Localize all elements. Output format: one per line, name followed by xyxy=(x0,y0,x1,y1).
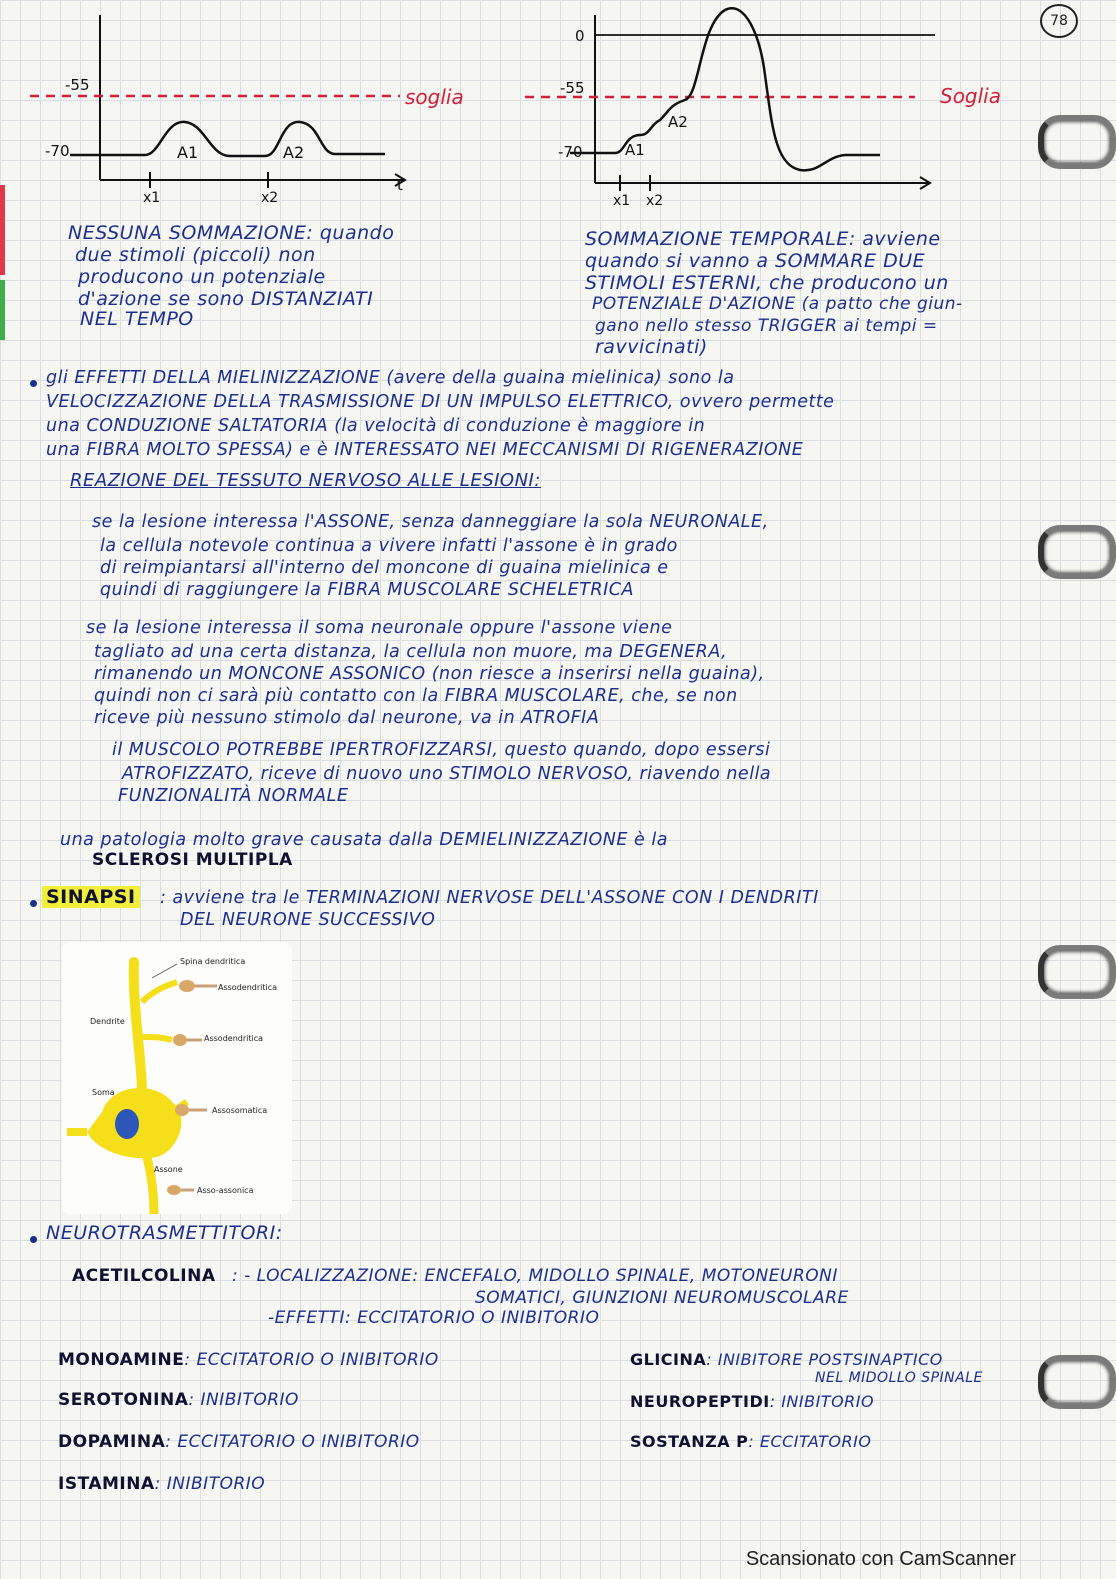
y-label-70: -70 xyxy=(45,142,70,160)
item-effect: : ECCITATORIO xyxy=(748,1432,872,1451)
list-item xyxy=(58,1390,299,1410)
item-name: SOSTANZA P xyxy=(630,1432,749,1451)
graph-no-summation xyxy=(25,10,495,210)
text-line: una CONDUZIONE SALTATORIA (la velocità di conduzione è maggiore in xyxy=(46,416,706,436)
margin-tab-red xyxy=(0,185,5,275)
binder-ring xyxy=(1038,525,1116,579)
bullet xyxy=(30,1236,37,1243)
threshold-label: Soglia xyxy=(940,84,1001,108)
y-label-70: -70 xyxy=(558,143,583,161)
item-effect: : INIBITORIO xyxy=(769,1392,875,1411)
x-label-t: t xyxy=(397,176,403,194)
list-item xyxy=(630,1350,943,1369)
bullet xyxy=(30,900,37,907)
x-label-x2: x2 xyxy=(261,190,279,206)
text-line: : - LOCALIZZAZIONE: ENCEFALO, MIDOLLO SPINALE, MOTONEURONI xyxy=(232,1266,838,1286)
margin-tab-green xyxy=(0,280,5,340)
text-line: tagliato ad una certa distanza, la cellula non muore, ma DEGENERA, xyxy=(94,642,728,662)
scanner-footer: Scansionato con CamScanner xyxy=(745,1548,1016,1570)
y-label-0: 0 xyxy=(575,27,585,45)
peak-a2: A2 xyxy=(668,113,688,131)
x-label-x1: x1 xyxy=(613,193,631,209)
text-line: rimanendo un MONCONE ASSONICO (non riesce a inserirsi nella guaina), xyxy=(94,664,765,684)
y-label-55: -55 xyxy=(560,79,585,97)
peak-a1: A1 xyxy=(177,143,199,162)
label-assodendritica-2: Assodendritica xyxy=(204,1034,264,1043)
threshold-label: soglia xyxy=(405,85,464,109)
text-line: quindi di raggiungere la FIBRA MUSCOLARE SCHELETRICA xyxy=(100,580,634,600)
text-line: FUNZIONALITÀ NORMALE xyxy=(118,786,349,806)
acetilcolina-name: ACETILCOLINA xyxy=(72,1266,216,1286)
bullet xyxy=(30,380,37,387)
label-assosomatica: Assosomatica xyxy=(212,1106,268,1115)
text-line: VELOCIZZAZIONE DELLA TRASMISSIONE DI UN IMPULSO ELETTRICO, ovvero permette xyxy=(46,392,835,412)
label-dendrite: Dendrite xyxy=(90,1017,125,1026)
sinapsi-title xyxy=(42,886,140,908)
text-line: : avviene tra le TERMINAZIONI NERVOSE DELL'ASSONE CON I DENDRITI xyxy=(160,888,819,908)
neuron-illustration xyxy=(62,942,292,1214)
item-effect: : INIBITORE POSTSINAPTICO xyxy=(706,1350,943,1369)
text-line: SCLEROSI MULTIPLA xyxy=(92,850,293,870)
label-soma: Soma xyxy=(92,1088,115,1097)
peak-a1: A1 xyxy=(625,141,645,159)
x-label-x1: x1 xyxy=(143,190,161,206)
text-line: una patologia molto grave causata dalla DEMIELINIZZAZIONE è la xyxy=(60,830,668,850)
text-line: quindi non ci sarà più contatto con la FIBRA MUSCOLARE, che, se non xyxy=(94,686,738,706)
text-line: se la lesione interessa l'ASSONE, senza danneggiare la sola NEURONALE, xyxy=(92,512,769,532)
y-label-55: -55 xyxy=(65,76,90,94)
text-line: una FIBRA MOLTO SPESSA) e è INTERESSATO NEI MECCANISMI DI RIGENERAZIONE xyxy=(46,440,804,460)
label-asso-assonica: Asso-assonica xyxy=(197,1186,254,1195)
caption-line: POTENZIALE D'AZIONE (a patto che giun- xyxy=(592,294,963,314)
x-label-x2: x2 xyxy=(646,193,664,209)
list-item xyxy=(58,1350,439,1370)
peak-a2: A2 xyxy=(283,143,305,162)
caption-line: producono un potenziale xyxy=(78,266,326,288)
item-name: DOPAMINA xyxy=(58,1432,166,1452)
section-heading: NEUROTRASMETTITORI: xyxy=(46,1222,283,1244)
neuron-figure xyxy=(62,942,292,1214)
caption-line: STIMOLI ESTERNI, che producono un xyxy=(585,272,949,294)
text-line: gli EFFETTI DELLA MIELINIZZAZIONE (avere della guaina mielinica) sono la xyxy=(46,368,735,388)
item-effect: : INIBITORIO xyxy=(154,1474,266,1494)
page-number: 78 xyxy=(1040,4,1078,38)
text-line: di reimpiantarsi all'interno del moncone di guaina mielinica e xyxy=(100,558,669,578)
binder-ring xyxy=(1038,1355,1116,1409)
caption-line: NESSUNA SOMMAZIONE: quando xyxy=(68,222,395,244)
list-item xyxy=(58,1432,420,1452)
caption-line: gano nello stesso TRIGGER ai tempi = xyxy=(595,316,938,336)
caption-line: d'azione se sono DISTANZIATI xyxy=(78,288,374,310)
text-line: -EFFETTI: ECCITATORIO O INIBITORIO xyxy=(268,1308,600,1328)
caption-line: SOMMAZIONE TEMPORALE: avviene xyxy=(585,228,941,250)
label-assone: Assone xyxy=(154,1165,183,1174)
list-item xyxy=(630,1432,871,1451)
item-name: MONOAMINE xyxy=(58,1350,185,1370)
item-name: NEUROPEPTIDI xyxy=(630,1392,770,1411)
nucleus xyxy=(115,1109,139,1139)
list-extra: NEL MIDOLLO SPINALE xyxy=(815,1370,983,1386)
caption-line: quando si vanno a SOMMARE DUE xyxy=(585,250,926,272)
text-line: SOMATICI, GIUNZIONI NEUROMUSCOLARE xyxy=(475,1288,849,1308)
item-effect: : INIBITORIO xyxy=(188,1390,299,1410)
label-assodendritica-1: Assodendritica xyxy=(218,983,278,992)
graph-temporal-summation xyxy=(520,5,1020,210)
caption-line: ravvicinati) xyxy=(595,336,708,358)
text-line: ATROFIZZATO, riceve di nuovo uno STIMOLO NERVOSO, riavendo nella xyxy=(122,764,772,784)
item-effect: : ECCITATORIO O INIBITORIO xyxy=(165,1432,420,1452)
item-effect: : ECCITATORIO O INIBITORIO xyxy=(184,1350,439,1370)
label-spina: Spina dendritica xyxy=(180,957,246,966)
list-item xyxy=(630,1392,874,1411)
list-item xyxy=(58,1474,265,1494)
caption-line: NEL TEMPO xyxy=(80,308,194,330)
text-line: il MUSCOLO POTREBBE IPERTROFIZZARSI, questo quando, dopo essersi xyxy=(112,740,771,760)
sinapsi-highlight: SINAPSI xyxy=(42,886,140,908)
item-name: GLICINA xyxy=(630,1350,707,1369)
item-name: SEROTONINA xyxy=(58,1390,189,1410)
binder-ring xyxy=(1038,945,1116,999)
text-line: DEL NEURONE SUCCESSIVO xyxy=(180,910,436,930)
text-line: riceve più nessuno stimolo dal neurone, va in ATROFIA xyxy=(94,708,600,728)
section-heading: REAZIONE DEL TESSUTO NERVOSO ALLE LESIONI: xyxy=(70,470,541,491)
text-line: se la lesione interessa il soma neuronale oppure l'assone viene xyxy=(86,618,673,638)
binder-ring xyxy=(1038,115,1116,169)
item-name: ISTAMINA xyxy=(58,1474,155,1494)
caption-line: due stimoli (piccoli) non xyxy=(75,244,316,266)
text-line: la cellula notevole continua a vivere infatti l'assone è in grado xyxy=(100,536,678,556)
